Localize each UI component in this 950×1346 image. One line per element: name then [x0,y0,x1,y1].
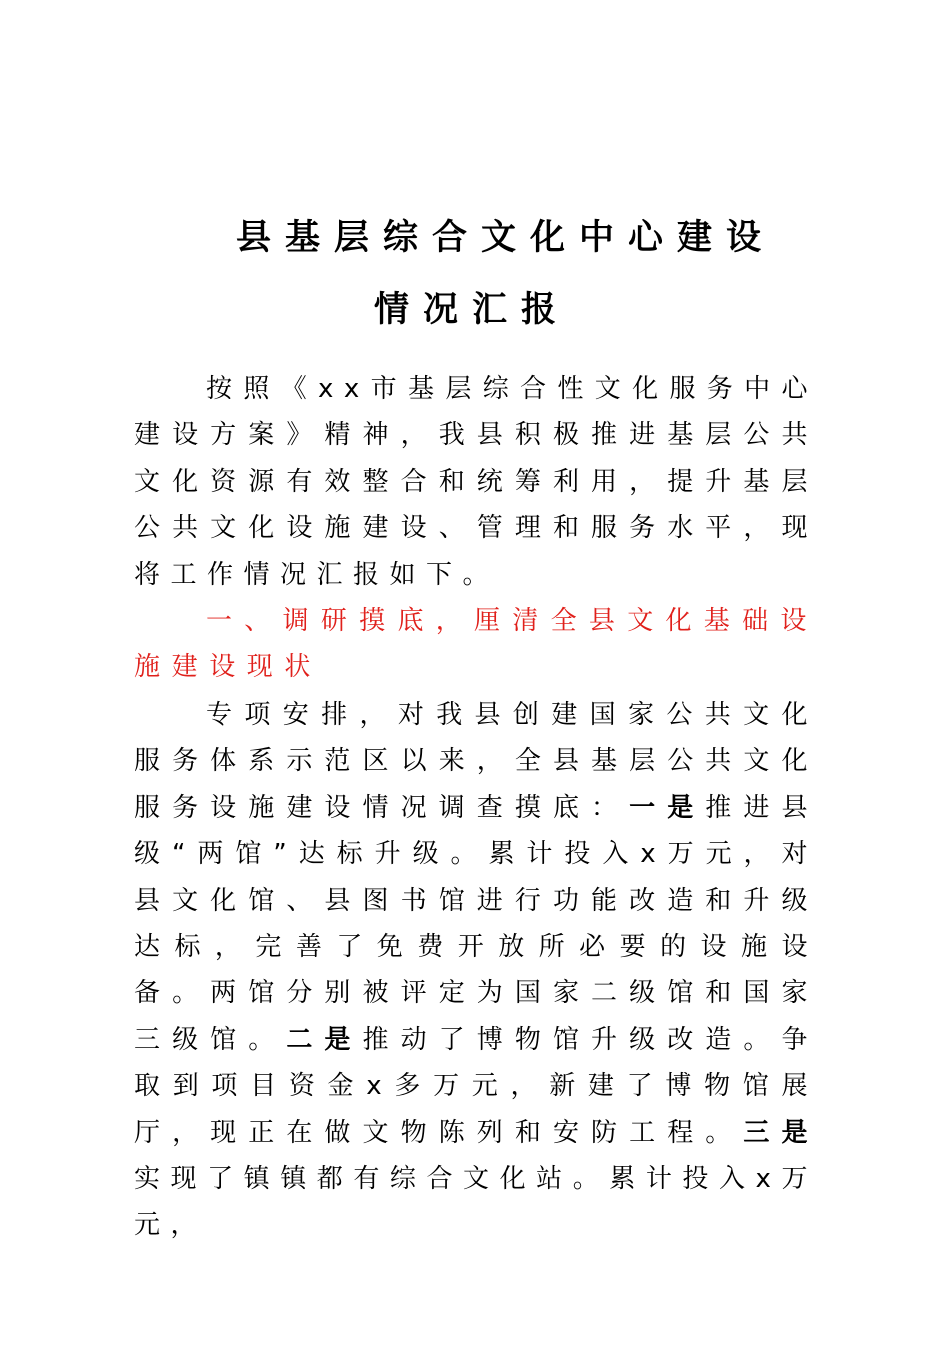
lead-label-1: 一是 [629,792,706,823]
section-heading-1: 一、调研摸底，厘清全县文化基础设施建设现状 [134,606,818,683]
document-title-line-2: 情况汇报 [374,290,571,330]
section-1-opening-text: 专项安排，对我县创建国家公共文化服务体系示范区以来，全县基层公共文化服务设施建设情况调查摸底： [134,700,818,823]
section-1-body-paragraph [134,692,818,1249]
point-1-text: 推进县级“两馆”达标升级。累计投入x万元，对县文化馆、县图书馆进行功能改造和升级达标，完善了免费开放所必要的设施设备。两馆分别被评定为国家二级馆和国家三级馆。 [134,792,818,1055]
intro-paragraph: 按照《xx市基层综合性文化服务中心建设方案》精神，我县积极推进基层公共文化资源有效整合和统筹利用，提升基层公共文化设施建设、管理和服务水平，现将工作情况汇报如下。 [134,374,818,590]
lead-label-2: 二是 [286,1024,363,1055]
point-3-text: 实现了镇镇都有综合文化站。累计投入x万元， [134,1164,818,1241]
document-title-line-1: 县基层综合文化中心建设 [236,218,776,258]
lead-label-3: 三是 [743,1117,818,1148]
point-2-text: 推动了博物馆升级改造。争取到项目资金x多万元，新建了博物馆展厅，现正在做文物陈列和安防工程。 [134,1024,818,1148]
